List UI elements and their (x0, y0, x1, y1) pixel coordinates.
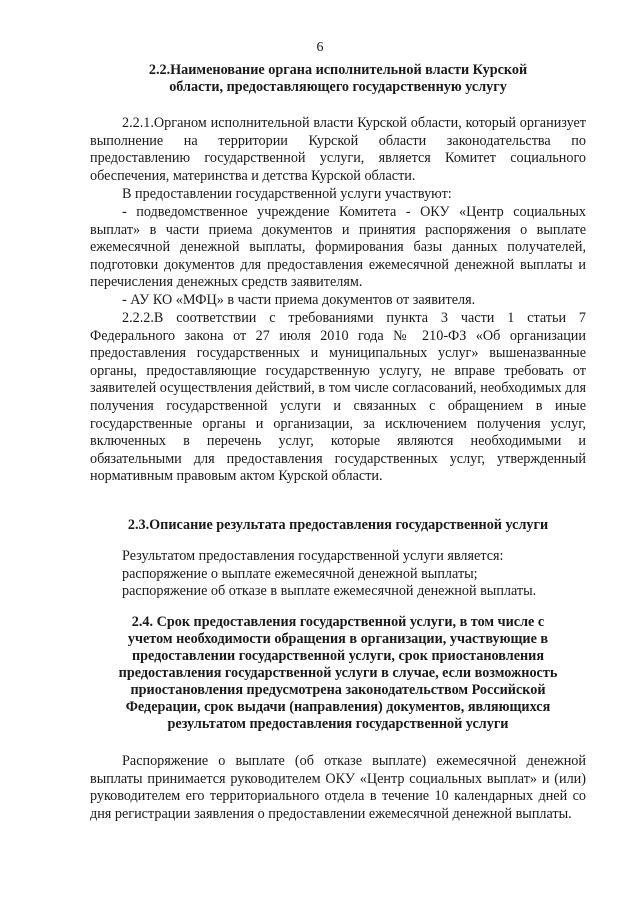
paragraph-participants: В предоставлении государственной услуги участвуют: (122, 186, 452, 202)
paragraph-participant-oku: - подведомственное учреждение Комитета - ОКУ «Центр социальных выплат» в части приема документов и принятия распоряжения о выплате ежемесячной денежной выплаты, формирования базы данных получателей, подготовки документов для предоставления ежемесячной денежной выплаты и перечисления денежных средств заявителям. (90, 204, 586, 291)
section-2-4-heading (90, 614, 586, 733)
heading-line: области, предоставляющего государственную услугу (169, 79, 507, 95)
result-intro: Результатом предоставления государственной услуги является: (122, 548, 504, 564)
heading-line: 2.2.Наименование органа исполнительной власти Курской (148, 62, 528, 78)
paragraph-2-4-term: Распоряжение о выплате (об отказе выплате) ежемесячной денежной выплаты принимается руководителем ОКУ «Центр социальных выплат» и (или) руководителем его территориального отдела в течение 10 календарных дней со дня регистрации заявления о предоставлении ежемесячной денежной выплаты. (90, 753, 586, 822)
heading-line: учетом необходимости обращения в организации, участвующие в (127, 631, 549, 647)
heading-line: Федерации, срок выдачи (направления) документов, являющихся (125, 699, 551, 715)
page-number: 6 (316, 40, 324, 55)
result-item: распоряжение об отказе в выплате ежемесячной денежной выплаты. (122, 583, 537, 600)
result-item: распоряжение о выплате ежемесячной денежной выплаты; (122, 565, 478, 582)
heading-line: предоставлении государственной услуги, срок приостановления (131, 648, 545, 664)
heading-line: предоставления государственной услуги в случае, если возможность (118, 665, 558, 681)
heading-line: 2.4. Срок предоставления государственной услуги, в том числе с (131, 614, 545, 630)
section-2-3-results (90, 548, 586, 601)
heading-line: результатом предоставления государственной услуги (167, 716, 509, 732)
section-2-2-heading (90, 62, 586, 96)
section-2-3-heading: 2.3.Описание результата предоставления государственной услуги (127, 517, 549, 533)
heading-line: приостановления предусмотрена законодательством Российской (130, 682, 546, 698)
paragraph-2-2-2: 2.2.2.В соответствии с требованиями пункта 3 части 1 статьи 7 Федерального закона от 27 июля 2010 года № 210-ФЗ «Об организации предоставления государственных и муниципальных услуг» вышеназванные органы, предоставляющие государственную услугу, не вправе требовать от заявителей осуществления действий, в том числе согласований, необходимых для получения государственной услуги и связанных с обращением в иные государственные органы и организации, за исключением получения услуг, включенных в перечень услуг, которые являются необходимыми и обязательными для предоставления государственных услуг, утвержденный нормативным правовым актом Курской области. (90, 310, 586, 485)
paragraph-2-2-1: 2.2.1.Органом исполнительной власти Курской области, который организует выполнение на территории Курской области законодательства по предоставлению государственной услуги, является Комитет социального обеспечения, материнства и детства Курской области. (90, 115, 586, 184)
paragraph-participant-mfc: - АУ КО «МФЦ» в части приема документов от заявителя. (122, 292, 476, 308)
